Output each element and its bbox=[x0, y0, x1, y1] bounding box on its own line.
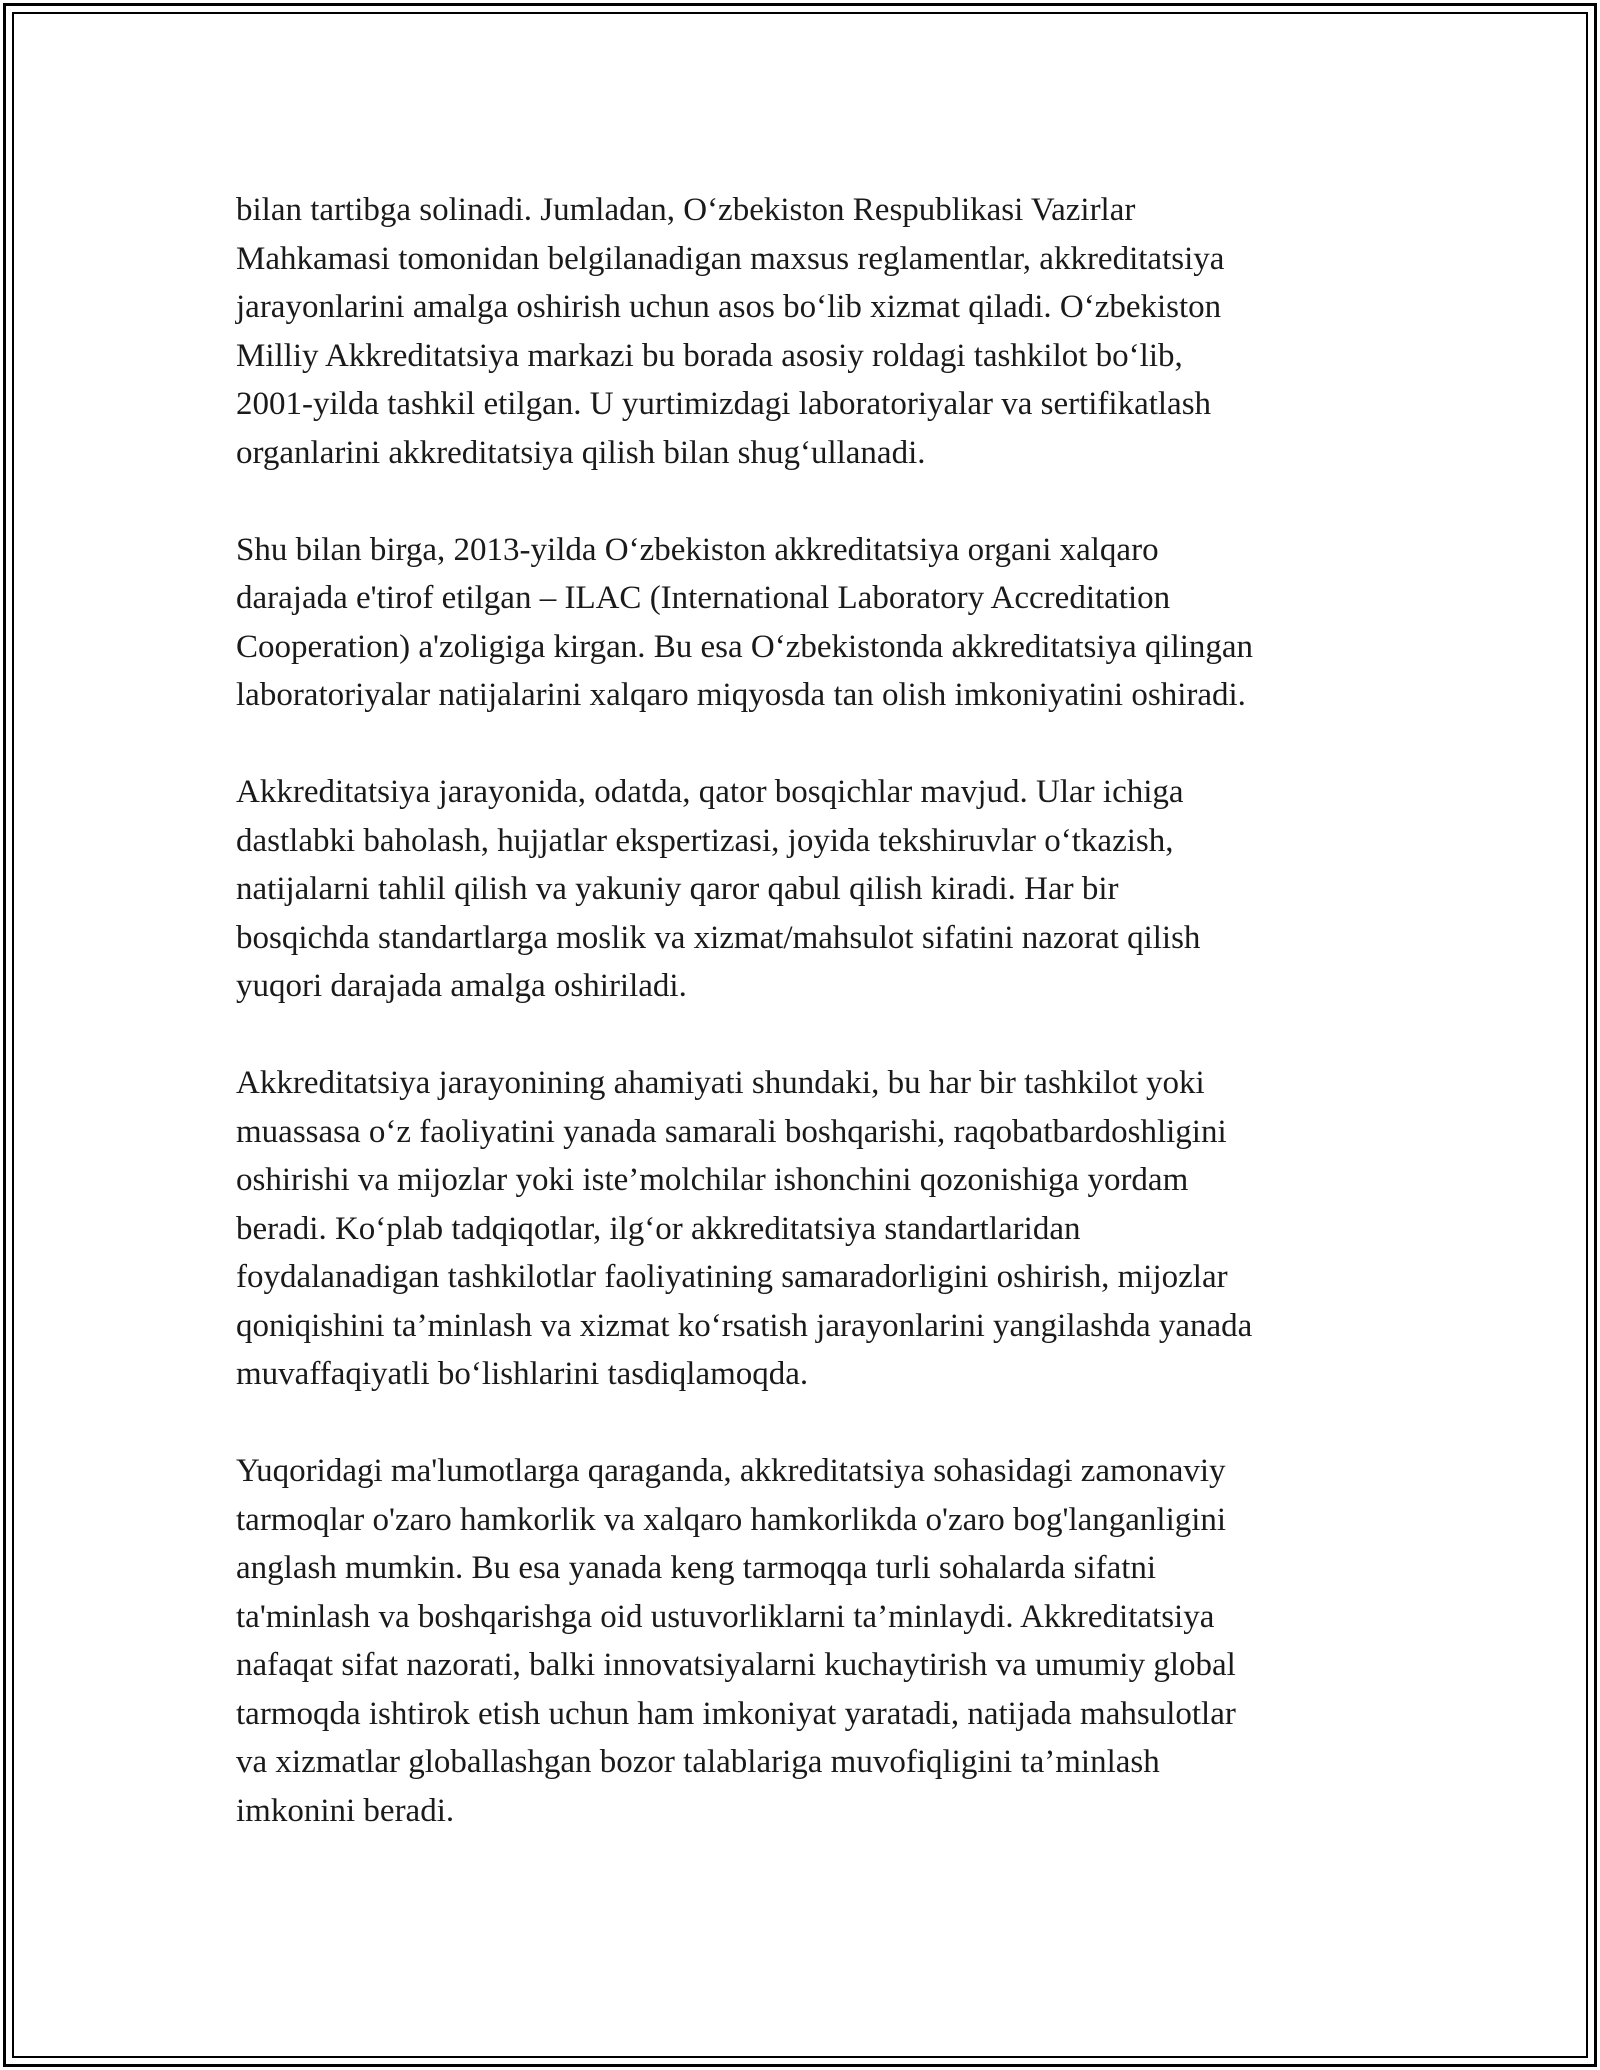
text-line: laboratoriyalar natijalarini xalqaro miqyosda tan olish imkoniyatini oshiradi. bbox=[236, 677, 1246, 713]
text-line: tarmoqda ishtirok etish uchun ham imkoniyat yaratadi, natijada mahsulotlar bbox=[236, 1695, 1236, 1732]
text-line: muvaffaqiyatli bo‘lishlarini tasdiqlamoqda. bbox=[236, 1356, 809, 1392]
text-line: organlarini akkreditatsiya qilish bilan shug‘ullanadi. bbox=[236, 434, 926, 471]
text-line: muassasa o‘z faoliyatini yanada samarali boshqarishi, raqobatbardoshligini bbox=[236, 1113, 1227, 1150]
text-line: bosqichda standartlarga moslik va xizmat/mahsulot sifatini nazorat qilish bbox=[236, 919, 1201, 956]
text-line: qoniqishini ta’minlash va xizmat ko‘rsatish jarayonlarini yangilashda yanada bbox=[236, 1307, 1253, 1344]
paragraph-accreditation-regulation bbox=[236, 186, 1386, 477]
text-line: jarayonlarini amalga oshirish uchun asos bo‘lib xizmat qiladi. O‘zbekiston bbox=[236, 289, 1222, 325]
text-line: darajada e'tirof etilgan – ILAC (International Laboratory Accreditation bbox=[236, 580, 1171, 616]
text-line: nafaqat sifat nazorati, balki innovatsiyalarni kuchaytirish va umumiy global bbox=[236, 1647, 1236, 1683]
text-line: va xizmatlar globallashgan bozor talablariga muvofiqligini ta’minlash bbox=[236, 1744, 1160, 1780]
text-line: Akkreditatsiya jarayonida, odatda, qator bosqichlar mavjud. Ular ichiga bbox=[236, 774, 1184, 810]
paragraph-accreditation-stages bbox=[236, 768, 1386, 1011]
text-line: dastlabki baholash, hujjatlar ekspertizasi, joyida tekshiruvlar o‘tkazish, bbox=[236, 822, 1174, 859]
text-line: tarmoqlar o'zaro hamkorlik va xalqaro hamkorlikda o'zaro bog'langanligini bbox=[236, 1501, 1227, 1538]
text-line: Milliy Akkreditatsiya markazi bu borada asosiy roldagi tashkilot bo‘lib, bbox=[236, 337, 1183, 374]
text-line: imkonini beradi. bbox=[236, 1792, 455, 1829]
text-line: foydalanadigan tashkilotlar faoliyatining samaradorligini oshirish, mijozlar bbox=[236, 1259, 1228, 1295]
text-line: Cooperation) a'zoligiga kirgan. Bu esa O‘zbekistonda akkreditatsiya qilingan bbox=[236, 628, 1254, 665]
text-line: anglash mumkin. Bu esa yanada keng tarmoqqa turli sohalarda sifatni bbox=[236, 1550, 1157, 1586]
text-line: oshirishi va mijozlar yoki iste’molchilar ishonchini qozonishiga yordam bbox=[236, 1162, 1189, 1198]
text-line: natijalarni tahlil qilish va yakuniy qaror qabul qilish kiradi. Har bir bbox=[236, 871, 1119, 907]
paragraph-accreditation-importance bbox=[236, 1059, 1386, 1399]
text-line: Shu bilan birga, 2013-yilda O‘zbekiston akkreditatsiya organi xalqaro bbox=[236, 531, 1159, 568]
text-line: Mahkamasi tomonidan belgilanadigan maxsus reglamentlar, akkreditatsiya bbox=[236, 240, 1225, 277]
text-line: Akkreditatsiya jarayonining ahamiyati shundaki, bu har bir tashkilot yoki bbox=[236, 1065, 1205, 1101]
document-body bbox=[236, 186, 1386, 1884]
text-line: bilan tartibga solinadi. Jumladan, O‘zbekiston Respublikasi Vazirlar bbox=[236, 192, 1136, 228]
paragraph-conclusion bbox=[236, 1447, 1386, 1835]
text-line: ta'minlash va boshqarishga oid ustuvorliklarni ta’minlaydi. Akkreditatsiya bbox=[236, 1598, 1215, 1635]
text-line: Yuqoridagi ma'lumotlarga qaraganda, akkreditatsiya sohasidagi zamonaviy bbox=[236, 1453, 1226, 1489]
text-line: beradi. Ko‘plab tadqiqotlar, ilg‘or akkreditatsiya standartlaridan bbox=[236, 1210, 1081, 1247]
paragraph-ilac-membership bbox=[236, 526, 1386, 720]
text-line: 2001-yilda tashkil etilgan. U yurtimizdagi laboratoriyalar va sertifikatlash bbox=[236, 386, 1212, 422]
text-line: yuqori darajada amalga oshiriladi. bbox=[236, 968, 687, 1004]
